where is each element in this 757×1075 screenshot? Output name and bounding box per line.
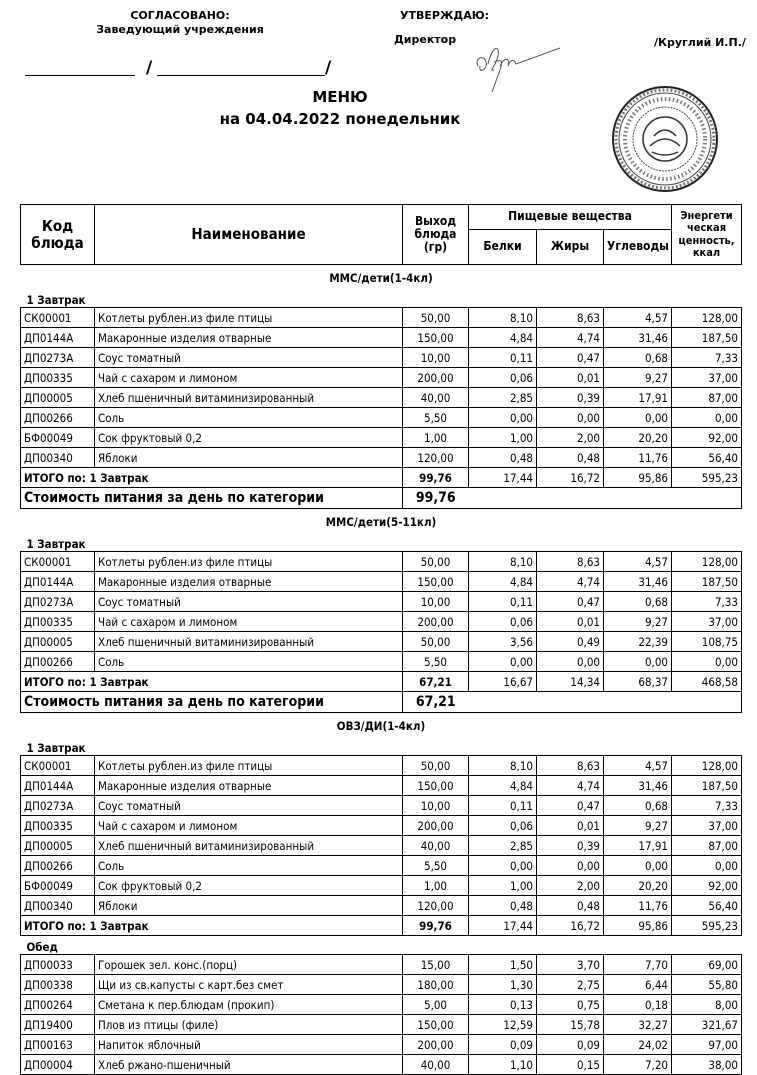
total-energy: 595,23 — [672, 468, 742, 488]
dish-code: ДП00266 — [21, 652, 95, 672]
meal-title: 1 Завтрак — [26, 741, 86, 755]
dish-code: ДП00264 — [21, 995, 95, 1015]
table-row — [21, 896, 742, 916]
dish-carbs: 4,57 — [604, 756, 672, 776]
dish-name: Соус томатный — [95, 348, 403, 368]
dish-carbs: 9,27 — [604, 816, 672, 836]
total-yield: 99,76 — [403, 916, 469, 936]
total-fat: 16,72 — [537, 916, 604, 936]
meal-title-row — [21, 936, 742, 955]
dish-fat: 0,01 — [537, 612, 604, 632]
dish-protein: 0,11 — [469, 796, 537, 816]
meal-title: Обед — [26, 940, 58, 954]
dish-carbs: 11,76 — [604, 896, 672, 916]
daily-cost-label: Стоимость питания за день по категории — [21, 488, 403, 509]
dish-protein: 0,09 — [469, 1035, 537, 1055]
total-fat: 14,34 — [537, 672, 604, 692]
dish-fat: 0,48 — [537, 896, 604, 916]
dish-name: Котлеты рублен.из филе птицы — [95, 308, 403, 328]
dish-name: Макаронные изделия отварные — [95, 328, 403, 348]
col-carbs: Углеводы — [604, 230, 672, 265]
dish-protein: 0,06 — [469, 368, 537, 388]
dish-fat: 0,47 — [537, 796, 604, 816]
dish-protein: 1,10 — [469, 1055, 537, 1075]
dish-code: ДП00005 — [21, 632, 95, 652]
dish-fat: 8,63 — [537, 552, 604, 572]
dish-code: ДП0144А — [21, 328, 95, 348]
dish-carbs: 31,46 — [604, 776, 672, 796]
dish-yield: 1,00 — [403, 876, 469, 896]
dish-protein: 0,48 — [469, 896, 537, 916]
col-code: Код блюда — [21, 205, 95, 265]
col-name: Наименование — [95, 205, 403, 265]
table-row — [21, 308, 742, 328]
total-carbs: 95,86 — [604, 916, 672, 936]
dish-name: Хлеб пшеничный витаминизированный — [95, 632, 403, 652]
dish-code: ДП0273А — [21, 348, 95, 368]
dish-carbs: 20,20 — [604, 428, 672, 448]
daily-cost-filler — [469, 488, 742, 509]
dish-code: ДП00266 — [21, 408, 95, 428]
dish-yield: 50,00 — [403, 552, 469, 572]
dish-yield: 40,00 — [403, 1055, 469, 1075]
dish-protein: 0,00 — [469, 652, 537, 672]
dish-energy: 92,00 — [672, 428, 742, 448]
table-row — [21, 572, 742, 592]
dish-code: СК00001 — [21, 756, 95, 776]
dish-energy: 97,00 — [672, 1035, 742, 1055]
dish-carbs: 6,44 — [604, 975, 672, 995]
dish-carbs: 0,00 — [604, 652, 672, 672]
signature-slash: / — [146, 58, 153, 78]
table-row — [21, 552, 742, 572]
dish-protein: 0,48 — [469, 448, 537, 468]
dish-name: Чай с сахаром и лимоном — [95, 816, 403, 836]
dish-yield: 200,00 — [403, 1035, 469, 1055]
section-title-row — [21, 265, 742, 290]
dish-name: Хлеб ржано-пшеничный — [95, 1055, 403, 1075]
dish-carbs: 17,91 — [604, 836, 672, 856]
signature-line — [25, 59, 135, 76]
total-label: ИТОГО по: 1 Завтрак — [21, 672, 403, 692]
dish-code: ДП00004 — [21, 1055, 95, 1075]
table-row — [21, 632, 742, 652]
total-yield: 67,21 — [403, 672, 469, 692]
dish-yield: 15,00 — [403, 955, 469, 975]
table-row — [21, 652, 742, 672]
dish-name: Соус томатный — [95, 592, 403, 612]
dish-energy: 69,00 — [672, 955, 742, 975]
dish-carbs: 0,68 — [604, 796, 672, 816]
dish-code: ДП00005 — [21, 836, 95, 856]
table-row — [21, 408, 742, 428]
table-row — [21, 612, 742, 632]
dish-carbs: 4,57 — [604, 308, 672, 328]
dish-code: ДП00340 — [21, 448, 95, 468]
dish-fat: 2,00 — [537, 428, 604, 448]
dish-name: Плов из птицы (филе) — [95, 1015, 403, 1035]
table-row — [21, 756, 742, 776]
dish-name: Сметана к пер.блюдам (прокип) — [95, 995, 403, 1015]
dish-yield: 10,00 — [403, 796, 469, 816]
table-row — [21, 1035, 742, 1055]
dish-energy: 187,50 — [672, 328, 742, 348]
dish-carbs: 0,18 — [604, 995, 672, 1015]
dish-energy: 128,00 — [672, 756, 742, 776]
dish-code: СК00001 — [21, 552, 95, 572]
total-protein: 16,67 — [469, 672, 537, 692]
table-row — [21, 796, 742, 816]
section-title: ММС/дети(5-11кл) — [325, 515, 437, 529]
table-row — [21, 592, 742, 612]
dish-code: ДП00266 — [21, 856, 95, 876]
table-row — [21, 816, 742, 836]
dish-protein: 0,00 — [469, 408, 537, 428]
dish-energy: 38,00 — [672, 1055, 742, 1075]
meal-title-row — [21, 289, 742, 308]
dish-name: Хлеб пшеничный витаминизированный — [95, 836, 403, 856]
dish-fat: 4,74 — [537, 328, 604, 348]
dish-energy: 108,75 — [672, 632, 742, 652]
stamp-icon — [610, 84, 720, 194]
dish-carbs: 17,91 — [604, 388, 672, 408]
dish-yield: 40,00 — [403, 836, 469, 856]
meal-title-row — [21, 533, 742, 552]
dish-yield: 180,00 — [403, 975, 469, 995]
dish-carbs: 0,68 — [604, 592, 672, 612]
section-title-row — [21, 509, 742, 534]
dish-protein: 3,56 — [469, 632, 537, 652]
dish-energy: 37,00 — [672, 368, 742, 388]
dish-carbs: 7,70 — [604, 955, 672, 975]
dish-fat: 0,00 — [537, 408, 604, 428]
dish-code: ДП0273А — [21, 796, 95, 816]
dish-name: Сок фруктовый 0,2 — [95, 876, 403, 896]
dish-yield: 5,50 — [403, 652, 469, 672]
dish-code: ДП00338 — [21, 975, 95, 995]
daily-cost-label: Стоимость питания за день по категории — [21, 692, 403, 713]
dish-fat: 8,63 — [537, 756, 604, 776]
approved-by: Заведующий учреждения — [96, 23, 264, 36]
table-row — [21, 328, 742, 348]
dish-code: ДП0144А — [21, 572, 95, 592]
dish-yield: 120,00 — [403, 896, 469, 916]
total-protein: 17,44 — [469, 468, 537, 488]
dish-name: Соль — [95, 856, 403, 876]
dish-protein: 12,59 — [469, 1015, 537, 1035]
dish-code: БФ00049 — [21, 876, 95, 896]
dish-code: СК00001 — [21, 308, 95, 328]
director-name: /Круглий И.П./ — [654, 36, 746, 49]
dish-yield: 150,00 — [403, 572, 469, 592]
dish-energy: 87,00 — [672, 836, 742, 856]
total-carbs: 95,86 — [604, 468, 672, 488]
name-line — [157, 59, 325, 76]
dish-fat: 8,63 — [537, 308, 604, 328]
dish-name: Яблоки — [95, 448, 403, 468]
dish-fat: 0,39 — [537, 388, 604, 408]
dish-energy: 92,00 — [672, 876, 742, 896]
table-row — [21, 995, 742, 1015]
dish-code: ДП00335 — [21, 368, 95, 388]
dish-name: Котлеты рублен.из филе птицы — [95, 552, 403, 572]
dish-fat: 15,78 — [537, 1015, 604, 1035]
table-row — [21, 368, 742, 388]
dish-fat: 0,49 — [537, 632, 604, 652]
dish-name: Яблоки — [95, 896, 403, 916]
total-energy: 468,58 — [672, 672, 742, 692]
dish-name: Соль — [95, 652, 403, 672]
dish-yield: 5,50 — [403, 408, 469, 428]
dish-fat: 0,00 — [537, 652, 604, 672]
dish-energy: 37,00 — [672, 816, 742, 836]
dish-fat: 0,47 — [537, 348, 604, 368]
col-energy: Энергети ческая ценность, ккал — [672, 205, 742, 265]
dish-yield: 10,00 — [403, 348, 469, 368]
dish-code: ДП0144А — [21, 776, 95, 796]
daily-cost-value: 99,76 — [403, 488, 469, 509]
dish-code: ДП00340 — [21, 896, 95, 916]
dish-protein: 0,06 — [469, 816, 537, 836]
menu-table — [20, 204, 742, 1075]
dish-fat: 0,15 — [537, 1055, 604, 1075]
confirm-title: УТВЕРЖДАЮ: — [400, 9, 490, 22]
dish-protein: 1,30 — [469, 975, 537, 995]
dish-yield: 5,00 — [403, 995, 469, 1015]
dish-carbs: 24,02 — [604, 1035, 672, 1055]
total-carbs: 68,37 — [604, 672, 672, 692]
table-row — [21, 1015, 742, 1035]
table-row — [21, 388, 742, 408]
meal-title: 1 Завтрак — [26, 293, 86, 307]
dish-fat: 0,48 — [537, 448, 604, 468]
dish-fat: 4,74 — [537, 572, 604, 592]
dish-energy: 37,00 — [672, 612, 742, 632]
dish-carbs: 0,68 — [604, 348, 672, 368]
dish-fat: 2,00 — [537, 876, 604, 896]
signature-icon — [470, 36, 570, 96]
dish-name: Горошек зел. конс.(порц) — [95, 955, 403, 975]
dish-fat: 0,00 — [537, 856, 604, 876]
dish-code: ДП00335 — [21, 816, 95, 836]
meal-title-row — [21, 737, 742, 756]
section-title: ОВЗ/ДИ(1-4кл) — [336, 719, 426, 733]
col-fat: Жиры — [537, 230, 604, 265]
dish-carbs: 9,27 — [604, 612, 672, 632]
dish-protein: 8,10 — [469, 756, 537, 776]
dish-yield: 50,00 — [403, 632, 469, 652]
dish-energy: 0,00 — [672, 856, 742, 876]
table-row — [21, 836, 742, 856]
dish-energy: 187,50 — [672, 776, 742, 796]
dish-fat: 0,01 — [537, 816, 604, 836]
total-protein: 17,44 — [469, 916, 537, 936]
total-fat: 16,72 — [537, 468, 604, 488]
dish-protein: 0,11 — [469, 348, 537, 368]
dish-fat: 0,39 — [537, 836, 604, 856]
menu-body — [21, 265, 742, 1075]
dish-fat: 0,75 — [537, 995, 604, 1015]
dish-protein: 0,06 — [469, 612, 537, 632]
director-label: Директор — [394, 33, 457, 46]
table-row — [21, 955, 742, 975]
table-row — [21, 975, 742, 995]
dish-carbs: 4,57 — [604, 552, 672, 572]
dish-name: Макаронные изделия отварные — [95, 572, 403, 592]
dish-name: Соус томатный — [95, 796, 403, 816]
dish-fat: 4,74 — [537, 776, 604, 796]
total-row — [21, 468, 742, 488]
dish-protein: 8,10 — [469, 552, 537, 572]
table-row — [21, 856, 742, 876]
dish-yield: 50,00 — [403, 308, 469, 328]
dish-code: ДП0273А — [21, 592, 95, 612]
dish-name: Хлеб пшеничный витаминизированный — [95, 388, 403, 408]
dish-yield: 1,00 — [403, 428, 469, 448]
dish-energy: 7,33 — [672, 348, 742, 368]
dish-energy: 55,80 — [672, 975, 742, 995]
table-row — [21, 348, 742, 368]
daily-cost-row — [21, 488, 742, 509]
col-protein: Белки — [469, 230, 537, 265]
dish-name: Щи из св.капусты с карт.без смет — [95, 975, 403, 995]
dish-energy: 56,40 — [672, 448, 742, 468]
dish-yield: 150,00 — [403, 776, 469, 796]
dish-energy: 187,50 — [672, 572, 742, 592]
dish-name: Котлеты рублен.из филе птицы — [95, 756, 403, 776]
total-row — [21, 916, 742, 936]
dish-code: ДП00163 — [21, 1035, 95, 1055]
dish-energy: 0,00 — [672, 652, 742, 672]
dish-name: Чай с сахаром и лимоном — [95, 612, 403, 632]
dish-fat: 2,75 — [537, 975, 604, 995]
dish-yield: 200,00 — [403, 816, 469, 836]
dish-yield: 10,00 — [403, 592, 469, 612]
dish-energy: 0,00 — [672, 408, 742, 428]
dish-energy: 128,00 — [672, 552, 742, 572]
dish-protein: 0,13 — [469, 995, 537, 1015]
col-yield: Выход блюда (гр) — [403, 205, 469, 265]
dish-protein: 0,00 — [469, 856, 537, 876]
dish-yield: 5,50 — [403, 856, 469, 876]
dish-fat: 3,70 — [537, 955, 604, 975]
menu-date: на 04.04.2022 понедельник — [219, 110, 461, 128]
dish-protein: 1,50 — [469, 955, 537, 975]
dish-name: Напиток яблочный — [95, 1035, 403, 1055]
dish-protein: 1,00 — [469, 428, 537, 448]
table-row — [21, 876, 742, 896]
dish-protein: 2,85 — [469, 836, 537, 856]
dish-name: Чай с сахаром и лимоном — [95, 368, 403, 388]
dish-code: ДП00033 — [21, 955, 95, 975]
total-label: ИТОГО по: 1 Завтрак — [21, 916, 403, 936]
dish-protein: 0,11 — [469, 592, 537, 612]
dish-energy: 87,00 — [672, 388, 742, 408]
menu-title: МЕНЮ — [312, 88, 368, 106]
dish-protein: 2,85 — [469, 388, 537, 408]
dish-fat: 0,01 — [537, 368, 604, 388]
approved-title: СОГЛАСОВАНО: — [130, 9, 230, 22]
dish-carbs: 11,76 — [604, 448, 672, 468]
section-title-row — [21, 713, 742, 738]
table-row — [21, 448, 742, 468]
col-nutrients: Пищевые вещества — [469, 205, 672, 230]
dish-code: ДП00335 — [21, 612, 95, 632]
table-row — [21, 428, 742, 448]
total-label: ИТОГО по: 1 Завтрак — [21, 468, 403, 488]
dish-yield: 120,00 — [403, 448, 469, 468]
daily-cost-row — [21, 692, 742, 713]
dish-carbs: 0,00 — [604, 408, 672, 428]
dish-protein: 4,84 — [469, 328, 537, 348]
dish-carbs: 0,00 — [604, 856, 672, 876]
daily-cost-value: 67,21 — [403, 692, 469, 713]
dish-energy: 128,00 — [672, 308, 742, 328]
dish-carbs: 7,20 — [604, 1055, 672, 1075]
dish-name: Макаронные изделия отварные — [95, 776, 403, 796]
total-energy: 595,23 — [672, 916, 742, 936]
total-row — [21, 672, 742, 692]
dish-yield: 200,00 — [403, 612, 469, 632]
dish-protein: 1,00 — [469, 876, 537, 896]
dish-carbs: 31,46 — [604, 328, 672, 348]
dish-yield: 40,00 — [403, 388, 469, 408]
dish-energy: 7,33 — [672, 592, 742, 612]
dish-yield: 200,00 — [403, 368, 469, 388]
dish-code: ДП00005 — [21, 388, 95, 408]
dish-yield: 150,00 — [403, 328, 469, 348]
dish-code: БФ00049 — [21, 428, 95, 448]
dish-fat: 0,47 — [537, 592, 604, 612]
dish-yield: 50,00 — [403, 756, 469, 776]
daily-cost-filler — [469, 692, 742, 713]
section-title: ММС/дети(1-4кл) — [329, 271, 433, 285]
dish-carbs: 9,27 — [604, 368, 672, 388]
name-slash: / — [325, 58, 332, 78]
total-yield: 99,76 — [403, 468, 469, 488]
dish-protein: 8,10 — [469, 308, 537, 328]
dish-yield: 150,00 — [403, 1015, 469, 1035]
dish-carbs: 22,39 — [604, 632, 672, 652]
dish-fat: 0,09 — [537, 1035, 604, 1055]
dish-protein: 4,84 — [469, 776, 537, 796]
dish-protein: 4,84 — [469, 572, 537, 592]
dish-energy: 7,33 — [672, 796, 742, 816]
meal-title: 1 Завтрак — [26, 537, 86, 551]
dish-energy: 8,00 — [672, 995, 742, 1015]
dish-code: ДП19400 — [21, 1015, 95, 1035]
dish-energy: 321,67 — [672, 1015, 742, 1035]
table-row — [21, 776, 742, 796]
dish-carbs: 32,27 — [604, 1015, 672, 1035]
dish-energy: 56,40 — [672, 896, 742, 916]
table-row — [21, 1055, 742, 1075]
dish-name: Соль — [95, 408, 403, 428]
dish-name: Сок фруктовый 0,2 — [95, 428, 403, 448]
dish-carbs: 31,46 — [604, 572, 672, 592]
dish-carbs: 20,20 — [604, 876, 672, 896]
